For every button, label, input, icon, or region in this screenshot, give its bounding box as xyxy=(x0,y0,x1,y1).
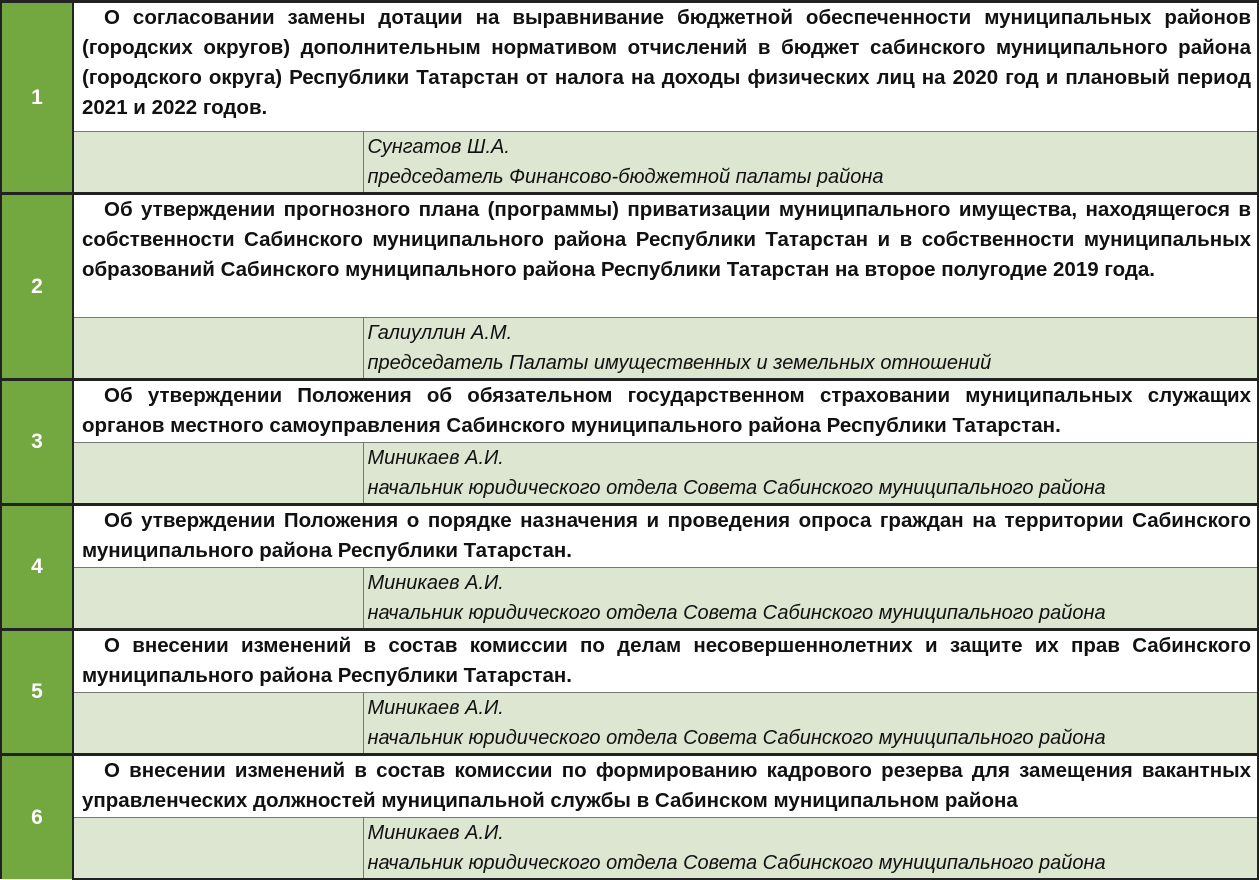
item-title xyxy=(73,194,1258,318)
speaker-row xyxy=(1,318,1258,380)
speaker-cell xyxy=(363,818,1258,880)
speaker-spacer xyxy=(73,443,363,505)
speaker-spacer xyxy=(73,818,363,880)
item-title xyxy=(73,2,1258,132)
speaker-spacer xyxy=(73,693,363,755)
speaker-cell xyxy=(363,132,1258,194)
speaker-name: Миникаев А.И. xyxy=(367,447,504,469)
speaker-name: Миникаев А.И. xyxy=(367,697,504,719)
agenda-item-row xyxy=(1,505,1258,568)
agenda-item-row xyxy=(1,2,1258,132)
item-title-text: О внесении изменений в состав комиссии по делам несовершеннолетних и защите их прав Сабинского муниципального района Республики Татарстан. xyxy=(82,634,1251,687)
item-number: 2 xyxy=(1,194,73,380)
speaker-spacer xyxy=(73,132,363,194)
speaker-row xyxy=(1,693,1258,755)
item-title xyxy=(73,380,1258,443)
speaker-row xyxy=(1,818,1258,880)
item-title xyxy=(73,755,1258,818)
speaker-row xyxy=(1,568,1258,630)
speaker-name: Галиуллин А.М. xyxy=(367,322,513,344)
item-title xyxy=(73,630,1258,693)
item-number: 6 xyxy=(1,755,73,880)
item-number: 5 xyxy=(1,630,73,755)
speaker-spacer xyxy=(73,568,363,630)
agenda-item-row xyxy=(1,380,1258,443)
speaker-name: Миникаев А.И. xyxy=(367,572,504,594)
speaker-position: председатель Палаты имущественных и земельных отношений xyxy=(367,352,992,374)
speaker-name: Сунгатов Ш.А. xyxy=(367,136,510,158)
item-number: 4 xyxy=(1,505,73,630)
agenda-body xyxy=(1,2,1258,880)
item-number: 1 xyxy=(1,2,73,194)
item-title-text: О согласовании замены дотации на выравнивание бюджетной обеспеченности муниципальных районов (городских округов) дополнительным нормативом отчислений в бюджет сабинского муниципального района (городского округа) Республики Татарстан от налога на доходы физических лиц на 2020 год и плановый период 2021 и 2022 годов. xyxy=(82,6,1251,119)
speaker-spacer xyxy=(73,318,363,380)
speaker-position: начальник юридического отдела Совета Сабинского муниципального района xyxy=(367,727,1106,749)
speaker-name: Миникаев А.И. xyxy=(367,822,504,844)
item-title-text: Об утверждении прогнозного плана (программы) приватизации муниципального имущества, находящегося в собственности Сабинского муниципального района Республики Татарстан и в собственности муниципальных образований Сабинского муниципального района Республики Татарстан на второе полугодие 2019 года. xyxy=(82,198,1251,281)
item-title-text: Об утверждении Положения о порядке назначения и проведения опроса граждан на территории Сабинского муниципального района Республики Татарстан. xyxy=(82,509,1251,562)
speaker-row xyxy=(1,132,1258,194)
item-title-text: О внесении изменений в состав комиссии по формированию кадрового резерва для замещения вакантных управленческих должностей муниципальной службы в Сабинском муниципальном района xyxy=(82,759,1251,812)
speaker-position: начальник юридического отдела Совета Сабинского муниципального района xyxy=(367,852,1106,874)
speaker-position: председатель Финансово-бюджетной палаты района xyxy=(367,166,884,188)
speaker-cell xyxy=(363,693,1258,755)
agenda-item-row xyxy=(1,755,1258,818)
item-title xyxy=(73,505,1258,568)
speaker-row xyxy=(1,443,1258,505)
speaker-cell xyxy=(363,318,1258,380)
agenda-item-row xyxy=(1,194,1258,318)
speaker-position: начальник юридического отдела Совета Сабинского муниципального района xyxy=(367,602,1106,624)
item-number: 3 xyxy=(1,380,73,505)
agenda-item-row xyxy=(1,630,1258,693)
speaker-cell xyxy=(363,568,1258,630)
speaker-position: начальник юридического отдела Совета Сабинского муниципального района xyxy=(367,477,1106,499)
item-title-text: Об утверждении Положения об обязательном государственном страховании муниципальных служащих органов местного самоуправления Сабинского муниципального района Республики Татарстан. xyxy=(82,384,1251,437)
speaker-cell xyxy=(363,443,1258,505)
